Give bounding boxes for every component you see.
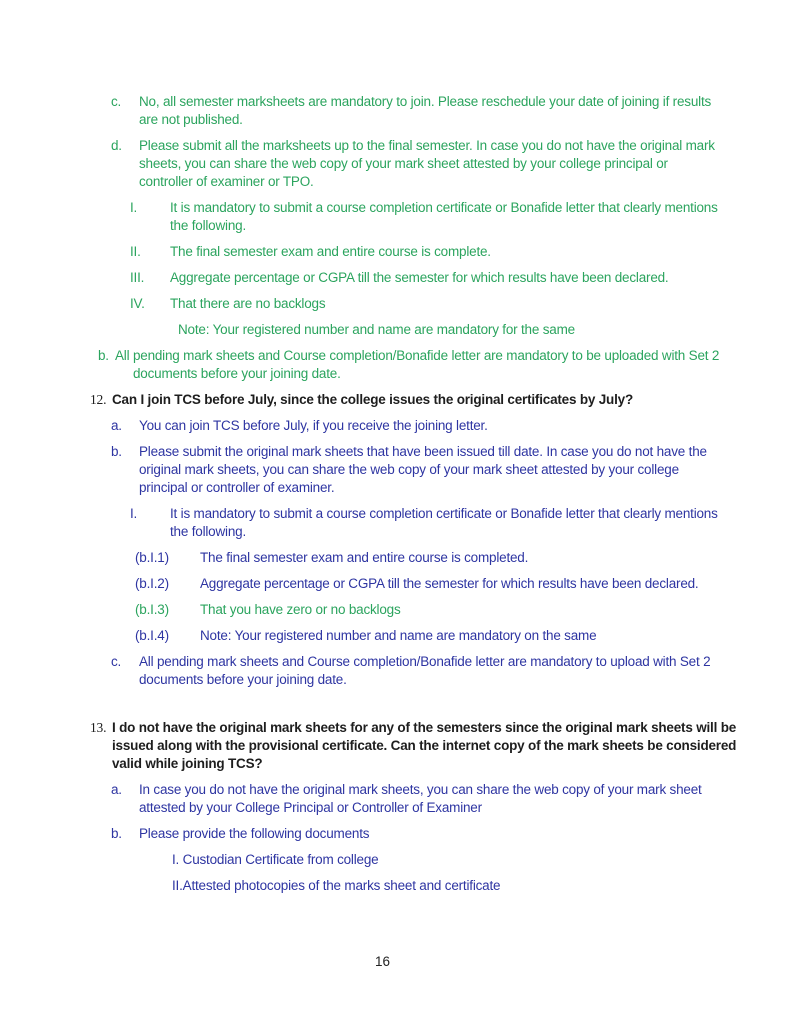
list-marker: I. — [130, 200, 138, 215]
list-marker: b. — [111, 826, 122, 841]
page-number: 16 — [374, 954, 391, 969]
doc-line-attested — [0, 877, 721, 895]
list-text: All pending mark sheets and Course completion/Bonafide letter are mandatory to upload with Set 2 documents before your joining date. — [139, 654, 711, 687]
list-marker: a. — [111, 782, 122, 797]
list-marker: (b.I.2) — [135, 576, 169, 591]
list-item-c — [0, 93, 721, 129]
list-text: It is mandatory to submit a course completion certificate or Bonafide letter that clearly mentions the following. — [170, 506, 718, 539]
list-marker: IV. — [130, 296, 145, 311]
sub-item-bi3 — [0, 601, 721, 619]
doc-line-custodian — [0, 851, 721, 869]
answer-12b-roman-1 — [0, 505, 721, 541]
list-item-b — [0, 347, 721, 383]
list-text: That there are no backlogs — [170, 296, 326, 311]
list-text: You can join TCS before July, if you receive the joining letter. — [139, 418, 488, 433]
question-12 — [0, 391, 739, 409]
list-marker: (b.I.1) — [135, 550, 169, 565]
list-text: Note: Your registered number and name are mandatory on the same — [200, 628, 597, 643]
answer-12c — [0, 653, 721, 689]
sub-item-bi2 — [0, 575, 721, 593]
question-text: Can I join TCS before July, since the college issues the original certificates by July? — [112, 392, 634, 407]
note-line — [0, 321, 721, 339]
list-item-roman-4 — [0, 295, 721, 313]
list-text: II.Attested photocopies of the marks sheet and certificate — [172, 878, 501, 893]
note-text: Note: Your registered number and name are mandatory for the same — [178, 322, 575, 337]
list-item-roman-2 — [0, 243, 721, 261]
list-text: Please provide the following documents — [139, 826, 370, 841]
list-item-roman-1 — [0, 199, 721, 235]
list-text: Aggregate percentage or CGPA till the semester for which results have been declared. — [200, 576, 699, 591]
list-marker: (b.I.4) — [135, 628, 169, 643]
list-text: In case you do not have the original mark sheets, you can share the web copy of your mark sheet attested by your College Principal or Controller of Examiner — [139, 782, 702, 815]
question-text: I do not have the original mark sheets for any of the semesters since the original mark sheets will be issued along with the provisional certificate. Can the internet copy of the mark sheets be considered valid while joining TCS? — [112, 720, 737, 771]
question-13 — [0, 719, 739, 773]
list-marker: d. — [111, 138, 122, 153]
list-marker: a. — [111, 418, 122, 433]
list-marker: b. — [98, 348, 109, 363]
answer-12b — [0, 443, 721, 497]
list-marker: I. — [130, 506, 138, 521]
answer-13b — [0, 825, 721, 843]
list-text: That you have zero or no backlogs — [200, 602, 401, 617]
list-marker: c. — [111, 654, 122, 669]
list-marker: c. — [111, 94, 122, 109]
list-text: The final semester exam and entire course is complete. — [170, 244, 491, 259]
sub-item-bi4 — [0, 627, 721, 645]
list-marker: b. — [111, 444, 122, 459]
list-marker: III. — [130, 270, 145, 285]
list-text: No, all semester marksheets are mandatory to join. Please reschedule your date of joining if results are not published. — [139, 94, 712, 127]
list-text: Please submit all the marksheets up to the final semester. In case you do not have the original mark sheets, you can share the web copy of your mark sheet attested by your college principal or controller of examiner or TPO. — [139, 138, 715, 189]
answer-13a — [0, 781, 721, 817]
question-number: 12. — [90, 392, 107, 407]
list-text: The final semester exam and entire course is completed. — [200, 550, 529, 565]
list-text: All pending mark sheets and Course completion/Bonafide letter are mandatory to be uploaded with Set 2 documents before your joining date. — [115, 348, 720, 381]
list-marker: (b.I.3) — [135, 602, 169, 617]
list-item-d — [0, 137, 721, 191]
answer-12a — [0, 417, 721, 435]
list-text: Please submit the original mark sheets that have been issued till date. In case you do not have the original mark sheets, you can share the web copy of your mark sheet attested by your college principal or controller of examiner. — [139, 444, 707, 495]
list-text: I. Custodian Certificate from college — [172, 852, 379, 867]
list-marker: II. — [130, 244, 141, 259]
list-item-roman-3 — [0, 269, 721, 287]
sub-item-bi1 — [0, 549, 721, 567]
list-text: Aggregate percentage or CGPA till the semester for which results have been declared. — [170, 270, 669, 285]
question-number: 13. — [90, 720, 107, 735]
list-text: It is mandatory to submit a course completion certificate or Bonafide letter that clearly mentions the following. — [170, 200, 718, 233]
